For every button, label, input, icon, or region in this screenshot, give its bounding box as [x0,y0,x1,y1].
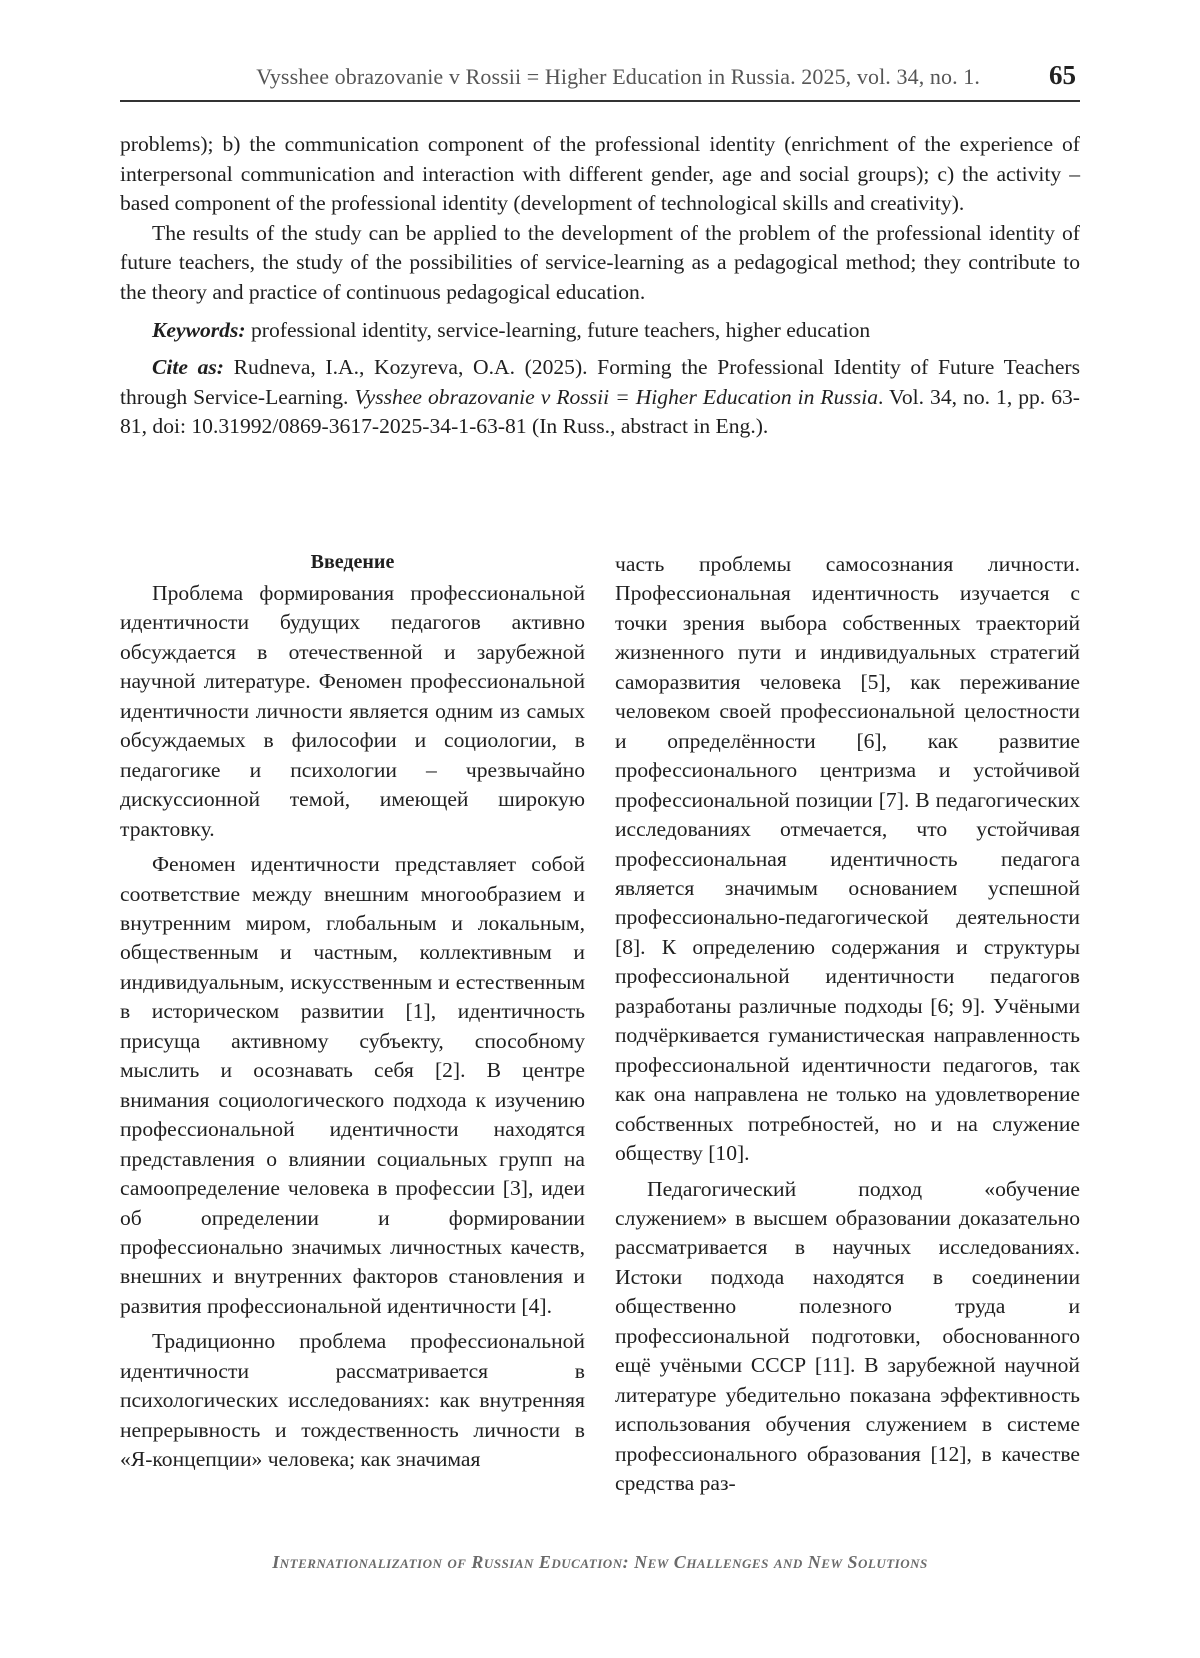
page-number: 65 [1049,60,1076,90]
body-paragraph: Традиционно проблема профессиональной идентичности рассматривается в психологических исследованиях: как внутренняя непрерывность и тождественность личности в «Я-концепции» человека; как значимая [120,1329,585,1472]
keywords-label: Keywords: [152,317,246,342]
citation [120,353,1080,442]
abstract-paragraph: The results of the study can be applied to the development of the problem of the professional identity of future teachers, the study of the possibilities of service-learning as a pedagogical method; they contribute to the theory and practice of continuous pedagogical education. [120,220,1080,304]
running-footer: Internationalization of Russian Education: New Challenges and New Solutions [272,1552,928,1572]
english-abstract [120,130,1080,442]
cite-authors-title: Rudneva, I.A., Kozyreva, O.A. (2025). Forming the Professional Identity of Future Teachers through Service-Learning. [120,355,1081,409]
body-paragraph: Проблема формирования профессиональной идентичности будущих педагогов активно обсуждается в отечественной и зарубежной научной литературе. Феномен профессиональной идентичности личности является одним из самых обсуждаемых в философии и социологии, в педагогике и психологии – чрезвычайно дискуссионной темой, имеющей широкую трактовку. [120,581,585,841]
body-paragraph: Феномен идентичности представляет собой соответствие между внешним многообразием и внутренним миром, глобальным и локальным, общественным и частным, коллективным и индивидуальным, искусственным и естественным в историческом развитии [1], идентичность присуща активному субъекту, способному мыслить и осознавать себя [2]. В центре внимания социологического подхода к изучению профессиональной идентичности находятся представления о влиянии социальных групп на самоопределение человека в профессии [3], идеи об определении и формировании профессионально значимых личностных качеств, внешних и внутренних факторов становления и развития профессиональной идентичности [4]. [120,852,585,1318]
cite-details: . Vol. 34, no. 1, pp. 63-81, doi: 10.31992/0869-3617-2025-34-1-63-81 (In Russ., abstract in Eng.). [120,384,1080,439]
body-paragraph: часть проблемы самосознания личности. Профессиональная идентичность изучается с точки зрения выбора собственных траекторий жизненного пути и индивидуальных стратегий саморазвития человека [5], как переживание человеком своей профессиональной целостности и определённости [6], как развитие профессионального центризма и устойчивой профессиональной позиции [7]. В педагогических исследованиях отмечается, что устойчивая профессиональная идентичность педагога является значимым основанием успешной профессионально-педагогической деятельности [8]. К определению содержания и структуры профессиональной идентичности педагогов разработаны различные подходы [6; 9]. Учёными подчёркивается гуманистическая направленность профессиональной идентичности педагогов, так как она направлена не только на удовлетворение собственных потребностей, но и на служение обществу [10]. [615,552,1080,1166]
keywords-text: professional identity, service-learning, future teachers, higher education [250,317,871,342]
keywords [120,316,1080,346]
journal-title: Vysshee obrazovanie v Rossii = Higher Education in Russia. 2025, vol. 34, no. 1. [256,64,980,89]
body-paragraph: Педагогический подход «обучение служением» в высшем образовании доказательно рассматривается в научных исследованиях. Истоки подхода находятся в соединении общественно полезного труда и профессиональной подготовки, обоснованного ещё учёными СССР [11]. В зарубежной научной литературе убедительно показана эффективность использования обучения служением в системе профессионального образования [12], в качестве средства раз- [615,1176,1080,1496]
abstract-paragraph: problems); b) the communication component of the professional identity (enrichment of the experience of interpersonal communication and interaction with different gender, age and social groups); c) the activity – based component of the professional identity (development of technological skills and creativity). [120,132,1080,216]
section-title: Введение [310,551,395,573]
cite-label: Cite as: [152,355,225,380]
left-column [120,548,585,1475]
running-header [120,60,1080,102]
right-column [615,550,1080,1499]
cite-journal: Vysshee obrazovanie v Rossii = Higher Education in Russia [354,384,879,409]
